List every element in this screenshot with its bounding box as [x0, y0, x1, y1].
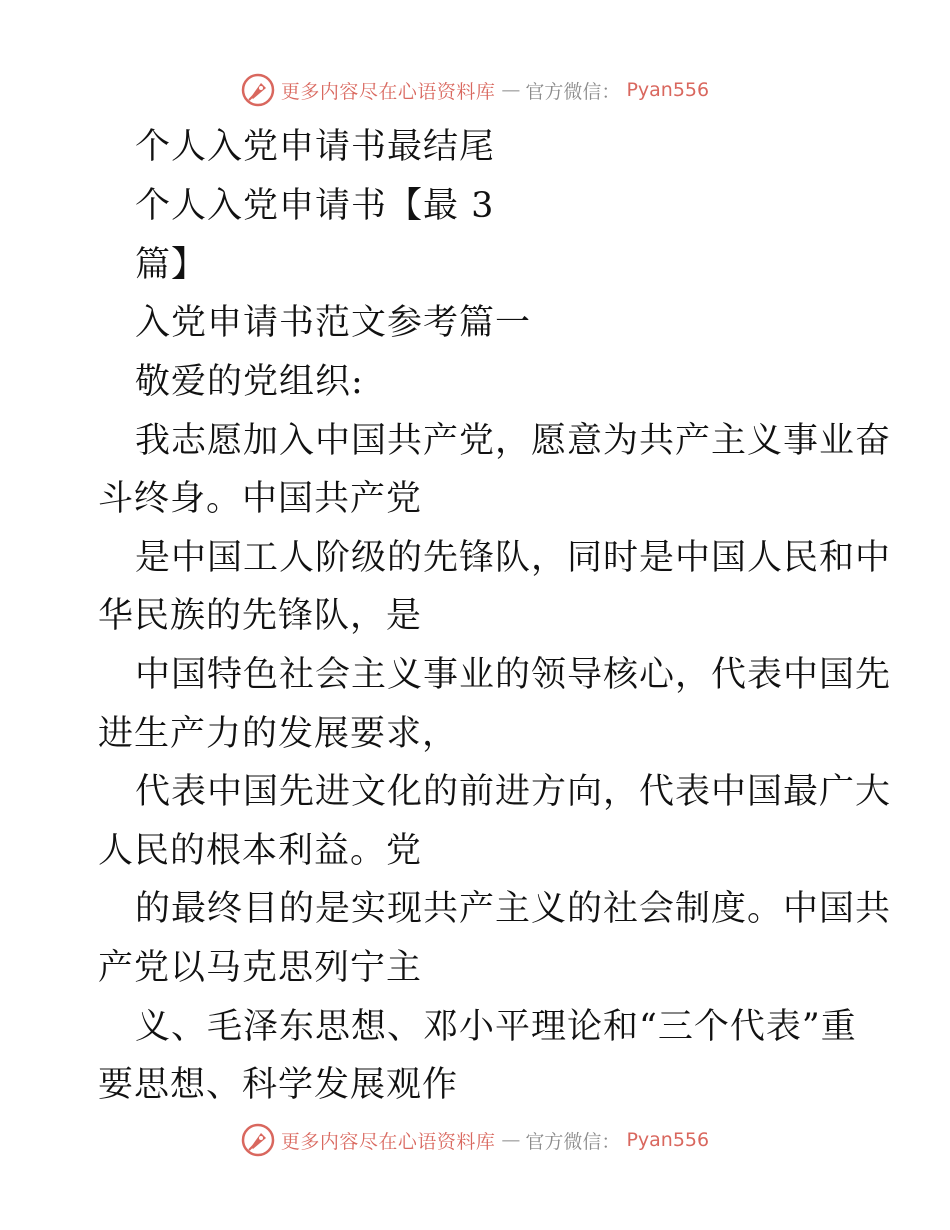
doc-line: 进生产力的发展要求，: [98, 714, 459, 754]
doc-line: 个人入党申请书【最 3: [135, 186, 495, 226]
banner-brand-text: 更多内容尽在心语资料库: [280, 1130, 496, 1153]
pen-nib-logo-icon: [241, 1123, 275, 1157]
doc-line: 代表中国先进文化的前进方向，代表中国最广大: [135, 772, 892, 812]
doc-line: 华民族的先锋队，是: [98, 596, 423, 636]
doc-line: 篇】: [135, 245, 208, 285]
doc-line: 入党申请书范文参考篇一: [135, 303, 532, 343]
doc-line: 斗终身。中国共产党: [98, 479, 423, 519]
doc-line: 义、毛泽东思想、邓小平理论和“三个代表”重: [135, 1007, 857, 1047]
banner-separator: —: [501, 1129, 520, 1151]
doc-line: 敬爱的党组织:: [135, 362, 364, 402]
doc-line: 产党以马克思列宁主: [98, 948, 423, 988]
banner-brand-text: 更多内容尽在心语资料库: [280, 80, 496, 103]
doc-line: 的最终目的是实现共产主义的社会制度。中国共: [135, 889, 892, 929]
doc-line: 人民的根本利益。党: [98, 831, 423, 871]
banner-separator: —: [501, 79, 520, 101]
footer-banner: [0, 1120, 950, 1160]
banner-wechat-id: Pyan556: [626, 79, 710, 101]
banner-wechat-label: 官方微信：: [525, 80, 621, 103]
pen-nib-logo-icon: [241, 73, 275, 107]
doc-line: 个人入党申请书最结尾: [135, 127, 496, 167]
header-banner: [0, 70, 950, 110]
banner-wechat-label: 官方微信：: [525, 1130, 621, 1153]
banner-wechat-id: Pyan556: [626, 1129, 710, 1151]
doc-line: 是中国工人阶级的先锋队，同时是中国人民和中: [135, 538, 892, 578]
doc-line: 我志愿加入中国共产党，愿意为共产主义事业奋: [135, 421, 892, 461]
doc-line: 要思想、科学发展观作: [98, 1065, 459, 1105]
doc-line: 中国特色社会主义事业的领导核心，代表中国先: [135, 655, 892, 695]
